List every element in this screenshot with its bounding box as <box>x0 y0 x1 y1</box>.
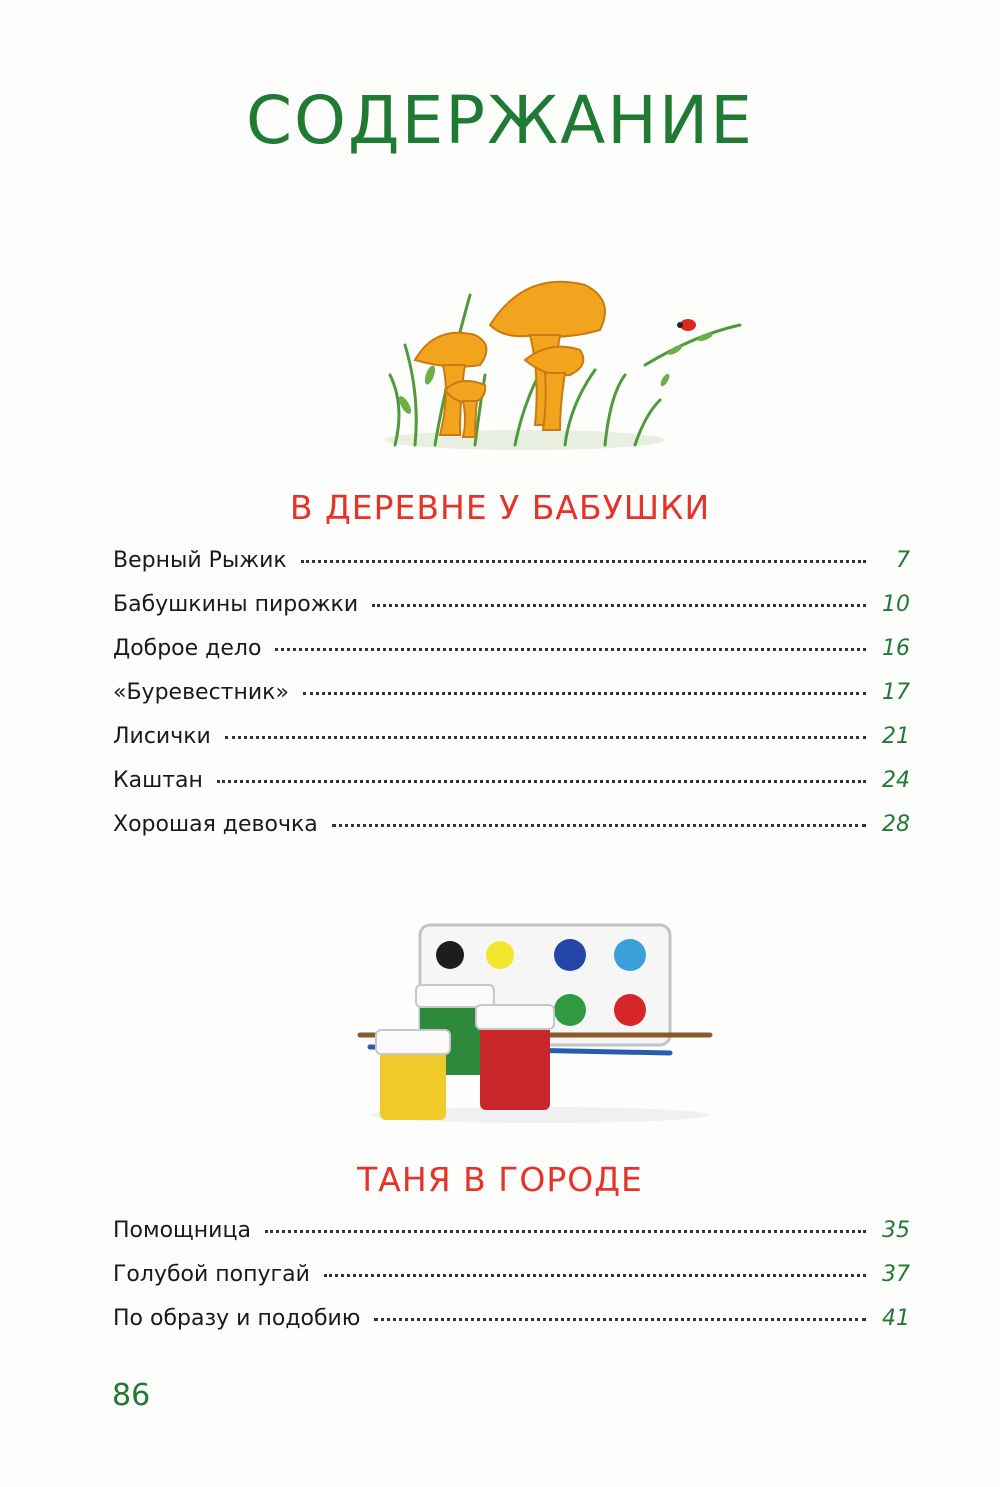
chanterelle-mushrooms-illustration <box>375 255 755 455</box>
page-number: 86 <box>112 1378 151 1413</box>
watercolor-paints-illustration <box>350 915 720 1130</box>
toc-entry-page: 17 <box>882 680 910 705</box>
dot-leader <box>265 1230 866 1233</box>
toc-entry[interactable] <box>113 812 910 856</box>
toc-entry-title: Бабушкины пирожки <box>113 592 359 617</box>
toc-entry-page: 16 <box>882 636 910 661</box>
section-title: ТАНЯ В ГОРОДЕ <box>357 1160 643 1199</box>
toc-entry-title: Помощница <box>113 1218 251 1243</box>
dot-leader <box>372 604 866 607</box>
dot-leader <box>374 1318 866 1321</box>
toc-entry-title: Лисички <box>113 724 211 749</box>
toc-entry-page: 21 <box>882 724 910 749</box>
section-title: В ДЕРЕВНЕ У БАБУШКИ <box>289 488 711 527</box>
toc-entry[interactable] <box>113 548 910 592</box>
dot-leader <box>332 824 866 827</box>
toc-entry-page: 35 <box>882 1218 910 1243</box>
dot-leader <box>303 692 866 695</box>
toc-entry[interactable] <box>113 768 910 812</box>
toc-entry-title: «Буревестник» <box>113 680 289 705</box>
toc-entry-page: 24 <box>882 768 910 793</box>
toc-entry[interactable] <box>113 1218 910 1262</box>
dot-leader <box>217 780 866 783</box>
toc-entry-title: Каштан <box>113 768 203 793</box>
toc-entry[interactable] <box>113 1262 910 1306</box>
toc-entry[interactable] <box>113 724 910 768</box>
toc-entry[interactable] <box>113 636 910 680</box>
toc-entry-page: 37 <box>882 1262 910 1287</box>
dot-leader <box>324 1274 866 1277</box>
toc-entry-title: Хорошая девочка <box>113 812 318 837</box>
toc-entry-page: 10 <box>882 592 910 617</box>
toc-entry-page: 41 <box>882 1306 910 1331</box>
dot-leader <box>225 736 866 739</box>
toc-entry-page: 28 <box>882 812 910 837</box>
toc-entry-title: Верный Рыжик <box>113 548 287 573</box>
toc-entry[interactable] <box>113 592 910 636</box>
dot-leader <box>301 560 866 563</box>
toc-entry-title: Доброе дело <box>113 636 262 661</box>
toc-entry-title: По образу и подобию <box>113 1306 361 1331</box>
toc-list <box>113 548 910 856</box>
toc-entry[interactable] <box>113 680 910 724</box>
toc-entry-title: Голубой попугай <box>113 1262 310 1287</box>
toc-entry[interactable] <box>113 1306 910 1350</box>
toc-entry-page: 7 <box>896 548 910 573</box>
toc-list <box>113 1218 910 1350</box>
dot-leader <box>275 648 866 651</box>
page-title: СОДЕРЖАНИЕ <box>245 82 755 159</box>
